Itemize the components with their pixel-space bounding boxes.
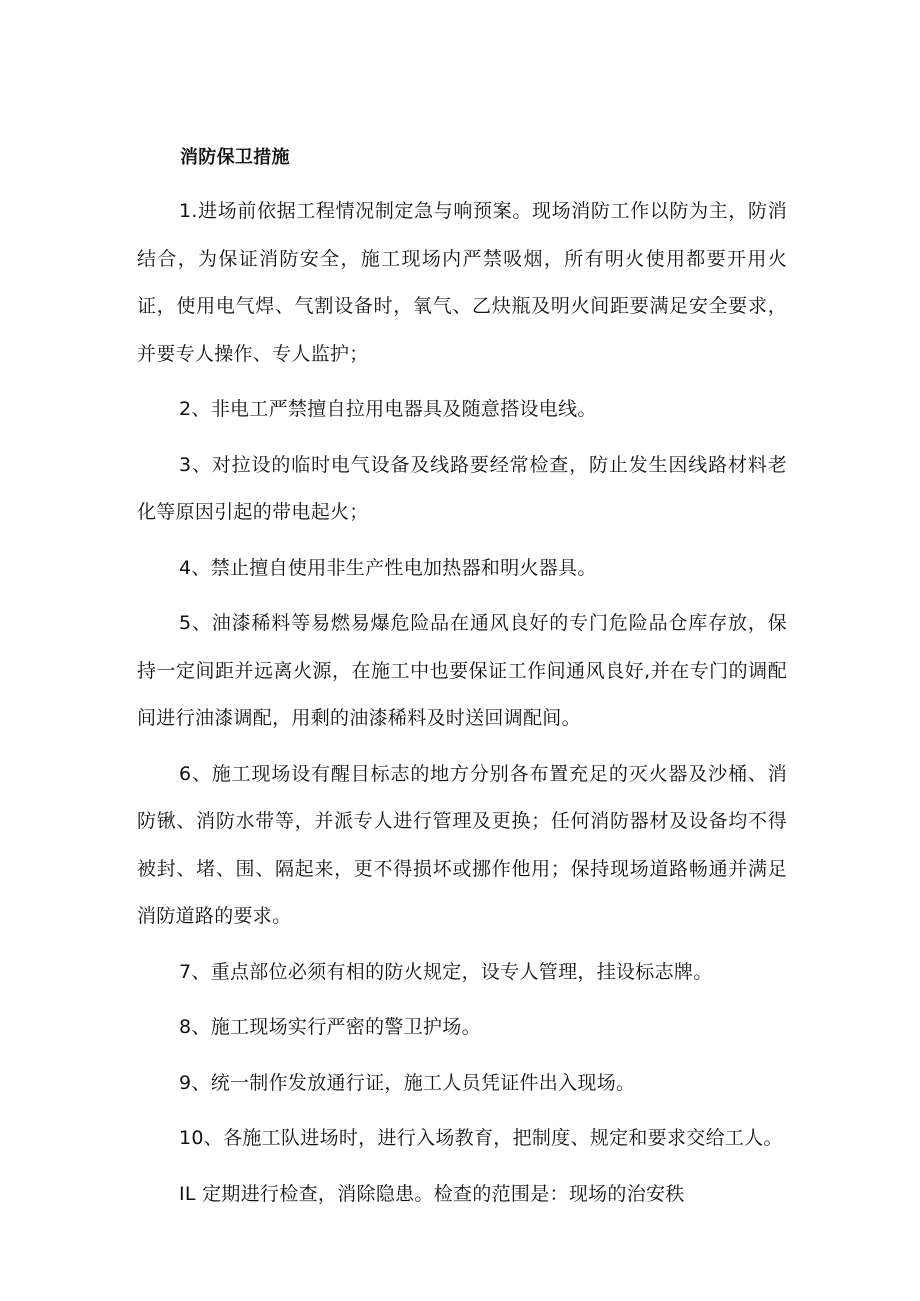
paragraph-6: 6、施工现场设有醒目标志的地方分别各布置充足的灭火器及沙桶、消防锹、消防水带等，并派专人进行管理及更换；任何消防器材及设备均不得被封、堵、围、隔起来，更不得损坏或挪作他用；保持现场道路畅通并满足消防道路的要求。 [137,762,787,927]
paragraph-5: 5、油漆稀料等易燃易爆危险品在通风良好的专门危险品仓库存放，保持一定间距并远离火源，在施工中也要保证工作间通风良好,并在专门的调配间进行油漆调配，用剩的油漆稀料及时送回调配间。 [137,612,787,729]
paragraph-11: IL 定期进行检查，消除隐患。检查的范围是：现场的治安秩 [179,1182,685,1205]
paragraph-1: 1.进场前依据工程情况制定急与响预案。现场消防工作以防为主，防消结合，为保证消防安全，施工现场内严禁吸烟，所有明火使用都要开用火证，使用电气焊、气割设备时，氧气、乙炔瓶及明火间距要满足安全要求，并要专人操作、专人监护； [137,200,787,365]
paragraph-2: 2、非电工严禁擅自拉用电器具及随意搭设电线。 [179,398,597,420]
document-body [137,138,787,1226]
paragraph-10: 10、各施工队进场时，进行入场教育，把制度、规定和要求交给工人。 [179,1127,783,1149]
paragraph-9: 9、统一制作发放通行证，施工人员凭证件出入现场。 [179,1071,636,1094]
paragraph-4: 4、禁止擅自使用非生产性电加热器和明火器具。 [179,556,597,579]
document-title: 消防保卫措施 [180,147,290,168]
paragraph-3: 3、对拉设的临时电气设备及线路要经常检查，防止发生因线路材料老化等原因引起的带电起火； [137,453,787,523]
paragraph-7: 7、重点部位必须有相的防火规定，设专人管理，挂设标志牌。 [179,960,713,983]
paragraph-8: 8、施工现场实行严密的警卫护场。 [179,1016,481,1038]
